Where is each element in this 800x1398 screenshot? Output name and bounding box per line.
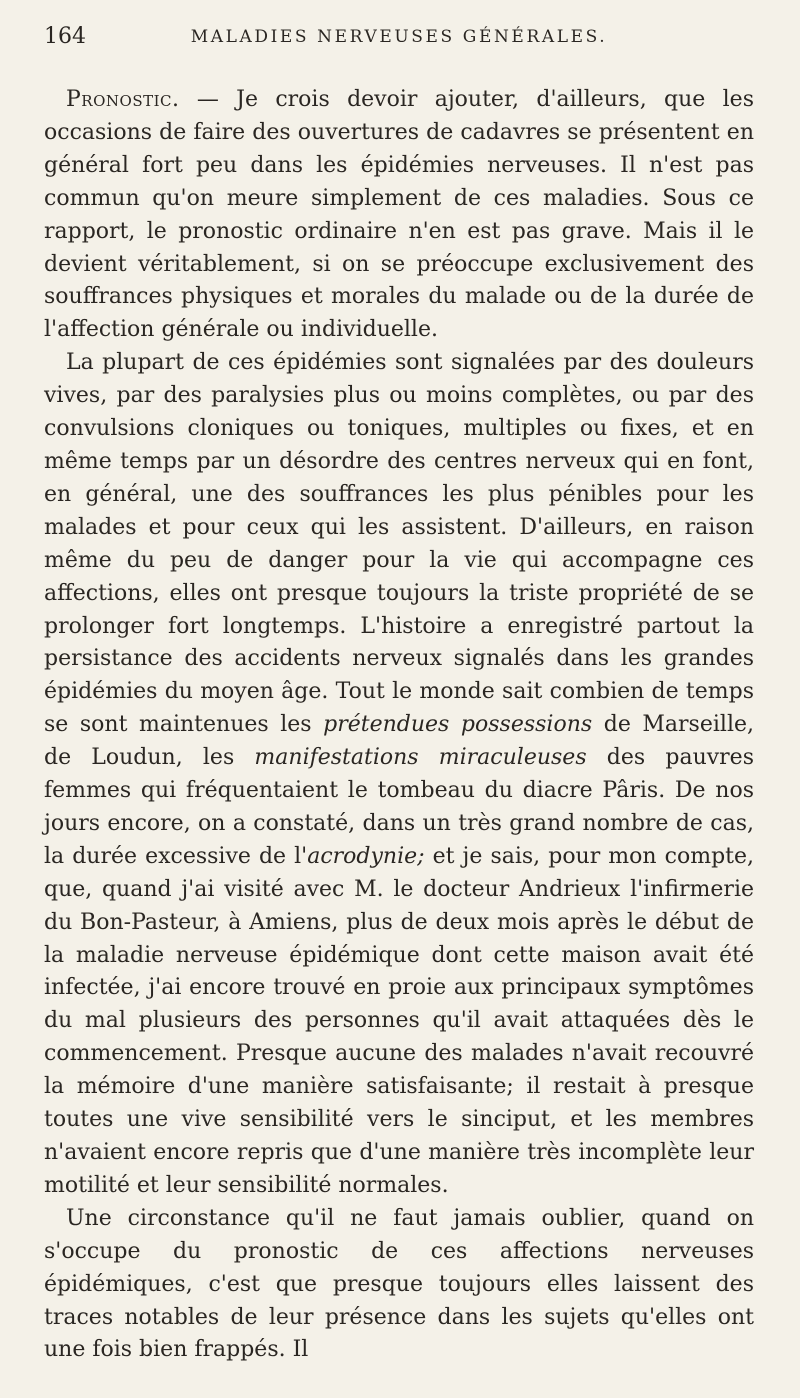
paragraph-text: — Je crois devoir ajouter, d'ailleurs, que les occasions de faire des ouvertures de cadavres se présentent en général fort peu dans les épidémies nerveuses. Il n'est pas commun qu'on meure simplement de ces maladies. Sous ce rapport, le pronostic ordinaire n'en est pas grave. Mais il le devient véritablement, si on se préoccupe exclusivement des souffrances physiques et morales du malade ou de la durée de l'affection générale ou individuelle. (44, 87, 754, 343)
paragraph-text: La plupart de ces épidémies sont signalées par des douleurs vives, par des paralysies plus ou moins complètes, ou par des convulsions cloniques ou toniques, multiples ou fixes, et en même temps par un désordre des centres nerveux qui en font, en général, une des souffrances les plus pénibles pour les malades et pour ceux qui les assistent. D'ailleurs, en raison même du peu de danger pour la vie qui accompagne ces affections, elles ont presque toujours la triste propriété de se prolonger fort longtemps. L'histoire a enregistré partout la persistance des accidents nerveux signalés dans les grandes épidémies du moyen âge. Tout le monde sait combien de temps se sont maintenues les (44, 350, 754, 738)
running-head (44, 24, 754, 60)
section-label: Pronostic. (66, 87, 180, 112)
page-number: 164 (44, 24, 86, 49)
italic-term: prétendues possessions (323, 712, 593, 738)
paragraph-text: de Marseille, de Loudun, les (44, 712, 754, 771)
italic-term: manifestations miraculeuses (254, 745, 587, 771)
paragraph-circonstance (44, 1203, 754, 1368)
italic-term: acrodynie; (307, 843, 425, 869)
paragraph-epidemies (44, 347, 754, 1203)
paragraph-pronostic (44, 84, 754, 347)
paragraph-text: Une circonstance qu'il ne faut jamais oublier, quand on s'occupe du pronostic de ces affections nerveuses épidémiques, c'est que presque toujours elles laissent des traces notables de leur présence dans les sujets qu'elles ont une fois bien frappés. Il (44, 1205, 754, 1363)
running-title: MALADIES NERVEUSES GÉNÉRALES. (190, 27, 608, 47)
paragraph-text: et je sais, pour mon compte, que, quand j'ai visité avec M. le docteur Andrieux l'infirmerie du Bon-Pasteur, à Amiens, plus de deux mois après le début de la maladie nerveuse épidémique dont cette maison avait été infectée, j'ai encore trouvé en proie aux principaux symptômes du mal plusieurs des personnes qu'il avait attaquées dès le commencement. Presque aucune des malades n'avait recouvré la mémoire d'une manière satisfaisante; il restait à presque toutes une vive sensibilité vers le sinciput, et les membres n'avaient encore repris que d'une manière très incomplète leur motilité et leur sensibilité normales. (44, 843, 755, 1198)
paragraph-text: des pauvres femmes qui fréquentaient le tombeau du diacre Pâris. De nos jours encore, on a constaté, dans un très grand nombre de cas, la durée excessive de l' (44, 745, 754, 869)
body-text (44, 84, 754, 1367)
